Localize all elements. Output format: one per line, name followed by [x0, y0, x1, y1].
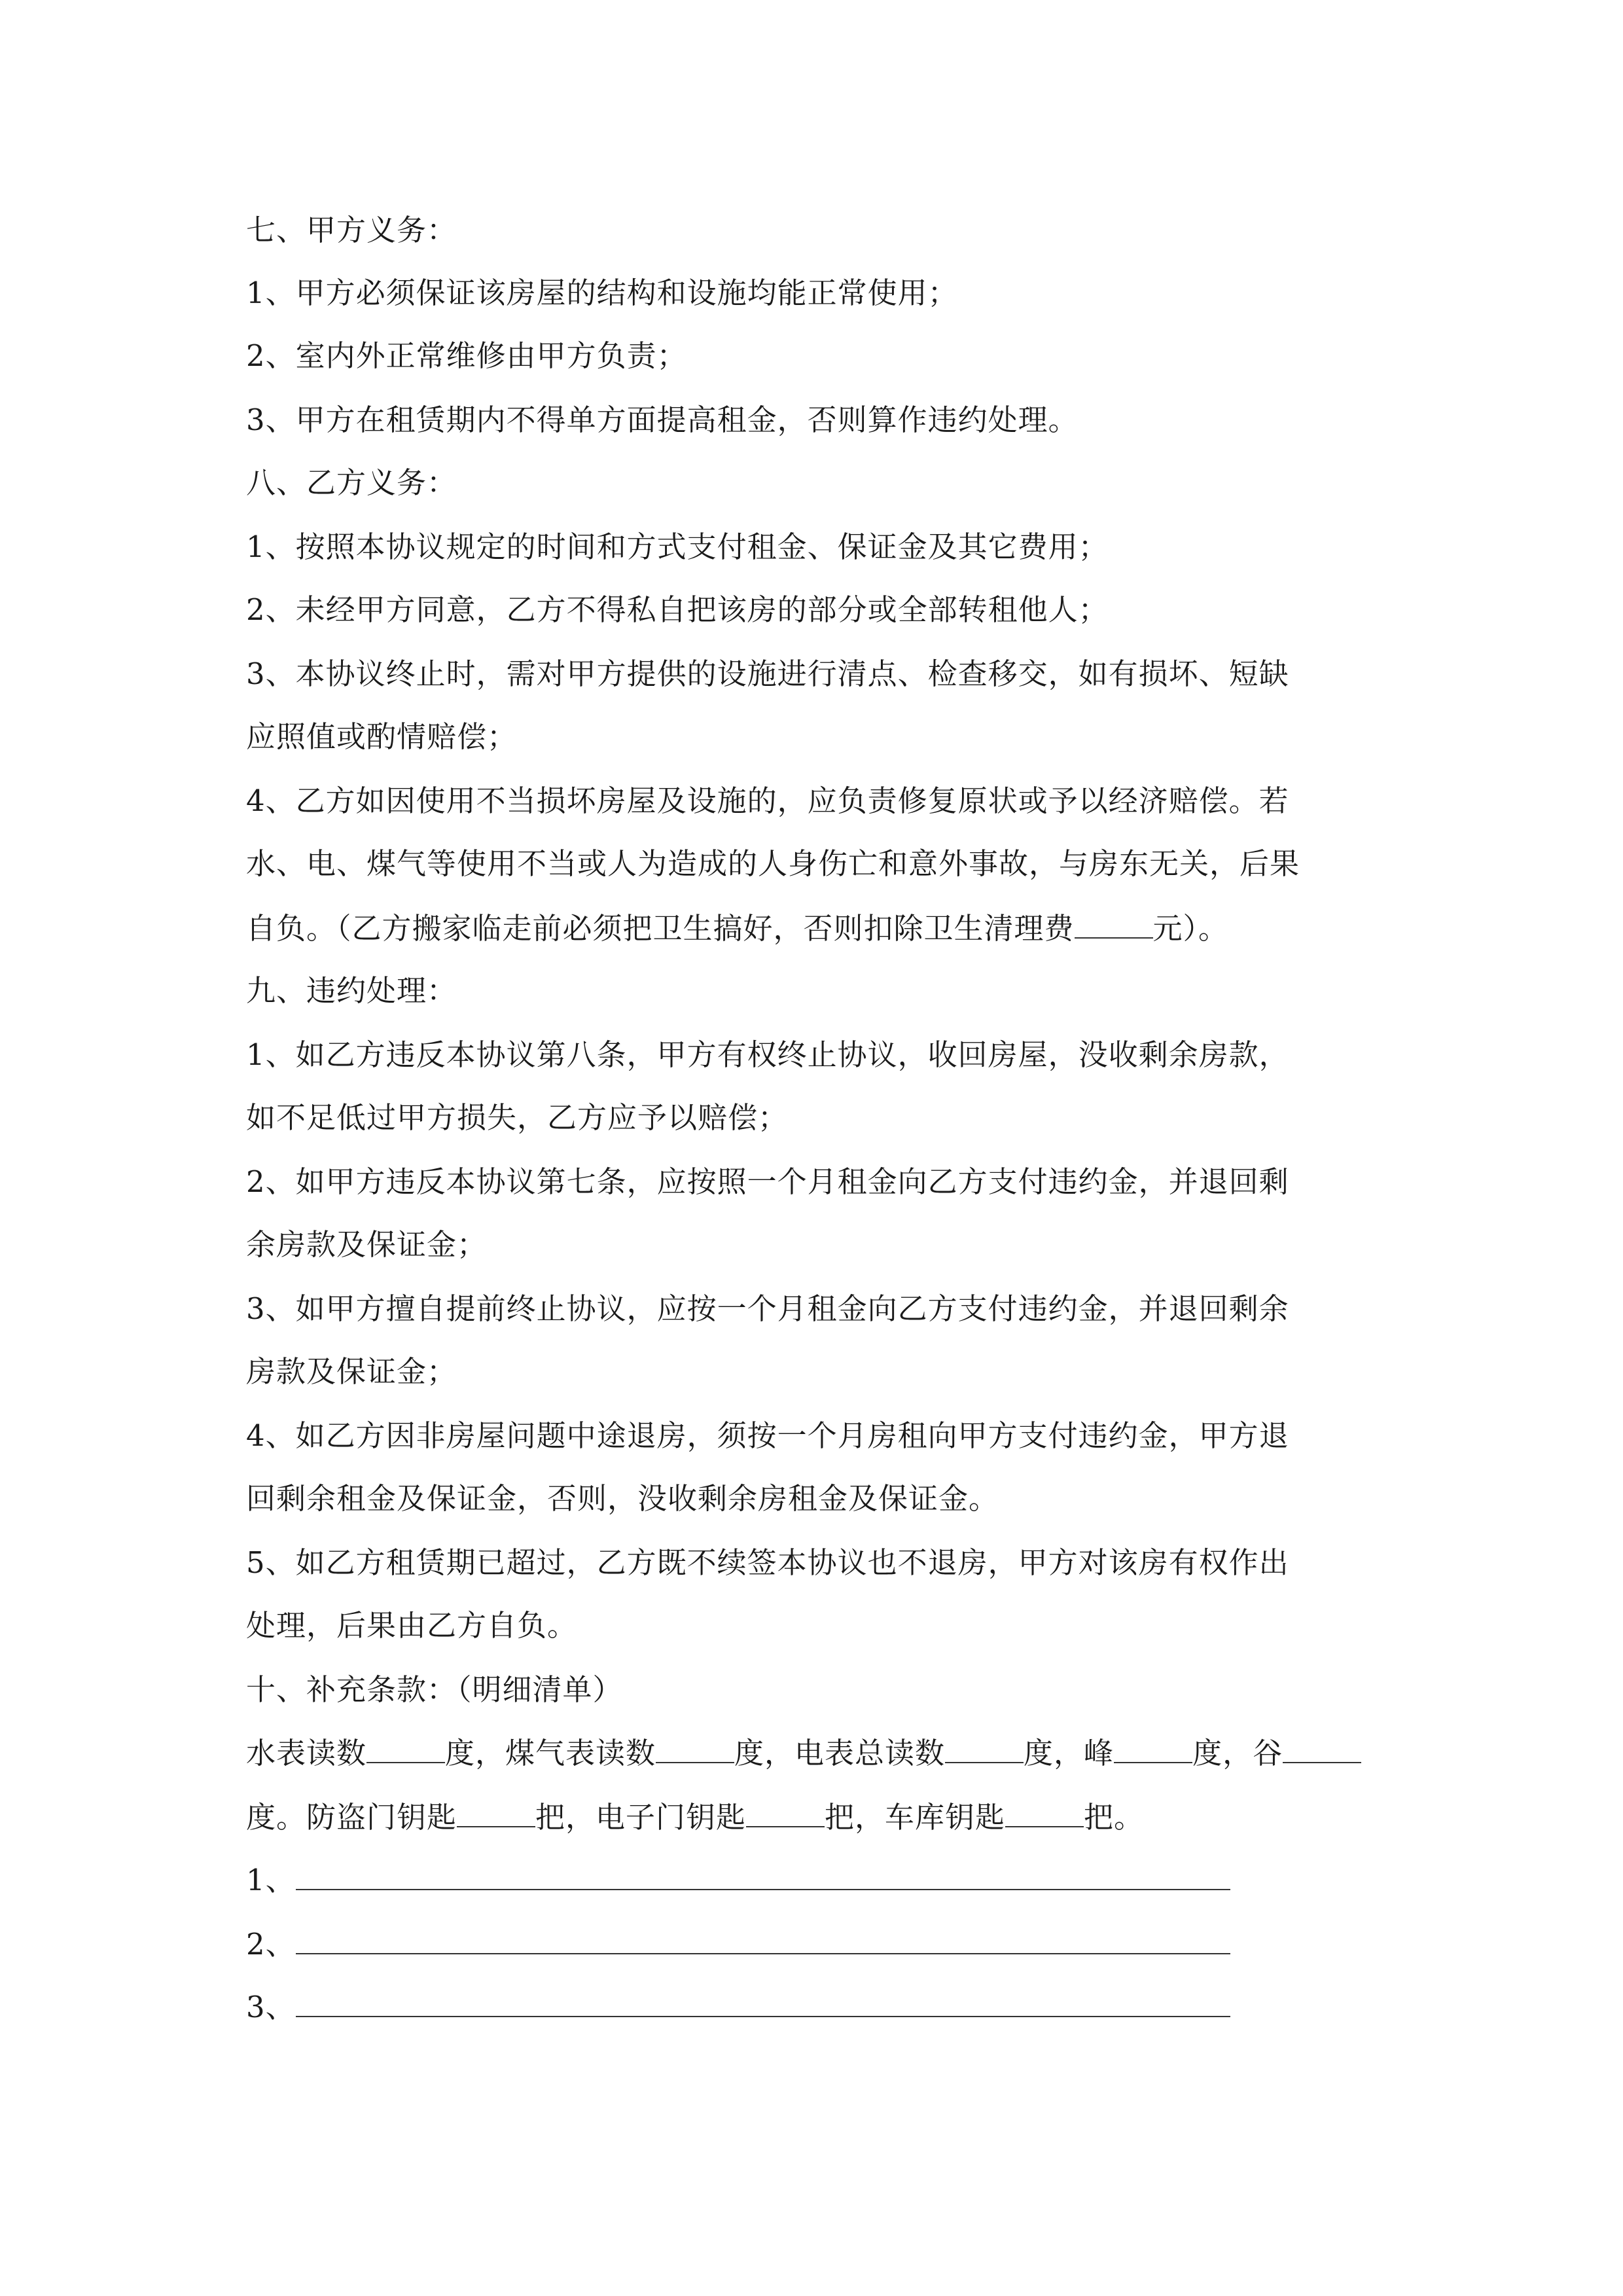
clause-8-3-line2: 应照值或酌情赔偿； — [246, 719, 518, 754]
keys-end: 把。 — [1084, 1800, 1145, 1835]
section-7-heading: 七、甲方义务： — [246, 213, 457, 247]
section-10-heading: 十、补充条款：（明细清单） — [246, 1672, 623, 1707]
clause-8-4-line2: 水、电、煤气等使用不当或人为造成的人身伤亡和意外事故，与房东无关，后果 — [246, 846, 1300, 881]
item-blank — [296, 1924, 1230, 1954]
clause-7-3: 3、甲方在租赁期内不得单方面提高租金，否则算作违约处理。 — [246, 403, 1079, 437]
clause-7-1: 1、甲方必须保证该房屋的结构和设施均能正常使用； — [246, 276, 958, 310]
clause-9-5-line1: 5、如乙方租赁期已超过，乙方既不续签本协议也不退房，甲方对该房有权作出 — [246, 1545, 1289, 1580]
water-meter-blank — [366, 1733, 445, 1763]
item-number: 1、 — [246, 1863, 296, 1897]
gas-meter-blank — [656, 1733, 734, 1763]
clause-8-1: 1、按照本协议规定的时间和方式支付租金、保证金及其它费用； — [246, 529, 1109, 564]
garage-key-blank — [1005, 1797, 1084, 1827]
item-blank — [296, 1860, 1230, 1890]
clause-8-4-line3 — [246, 908, 1228, 948]
supplement-item-1 — [246, 1860, 1230, 1900]
garage-key-label: 把，车库钥匙 — [825, 1800, 1006, 1835]
item-number: 3、 — [246, 1990, 296, 2024]
valley-label: 度，谷 — [1192, 1736, 1283, 1770]
supplement-item-2 — [246, 1924, 1230, 1964]
elec-meter-blank — [945, 1733, 1024, 1763]
peak-label: 度，峰 — [1024, 1736, 1115, 1770]
valley-blank — [1283, 1733, 1361, 1763]
water-meter-label: 水表读数 — [246, 1736, 367, 1770]
item-blank — [296, 1987, 1230, 2017]
cleaning-fee-unit: 元）。 — [1152, 911, 1229, 946]
clause-8-2: 2、未经甲方同意，乙方不得私自把该房的部分或全部转租他人； — [246, 592, 1109, 627]
clause-9-2-line2: 余房款及保证金； — [246, 1227, 488, 1262]
cleaning-fee-blank — [1075, 908, 1153, 939]
meter-readings-line — [246, 1733, 1361, 1773]
clause-7-2: 2、室内外正常维修由甲方负责； — [246, 338, 687, 373]
clause-9-5-line2: 处理，后果由乙方自负。 — [246, 1608, 578, 1643]
clause-9-4-line2: 回剩余租金及保证金，否则，没收剩余房租金及保证金。 — [246, 1481, 999, 1516]
clause-9-1-line2: 如不足低过甲方损失，乙方应予以赔偿； — [246, 1100, 789, 1135]
clause-8-3-line1: 3、本协议终止时，需对甲方提供的设施进行清点、检查移交，如有损坏、短缺 — [246, 656, 1289, 691]
keys-line — [246, 1797, 1144, 1837]
peak-blank — [1114, 1733, 1192, 1763]
section-9-heading: 九、违约处理： — [246, 973, 457, 1008]
security-door-key-blank — [457, 1797, 535, 1827]
clause-9-3-line1: 3、如甲方擅自提前终止协议，应按一个月租金向乙方支付违约金，并退回剩余 — [246, 1291, 1289, 1326]
security-door-key-label: 度。防盗门钥匙 — [246, 1800, 457, 1835]
elec-meter-label: 度，电表总读数 — [734, 1736, 946, 1770]
clause-9-1-line1: 1、如乙方违反本协议第八条，甲方有权终止协议，收回房屋，没收剩余房款， — [246, 1037, 1289, 1072]
gas-meter-label: 度，煤气表读数 — [445, 1736, 656, 1770]
clause-8-4-line1: 4、乙方如因使用不当损坏房屋及设施的，应负责修复原状或予以经济赔偿。若 — [246, 783, 1289, 818]
clause-9-2-line1: 2、如甲方违反本协议第七条，应按照一个月租金向乙方支付违约金，并退回剩 — [246, 1164, 1289, 1199]
cleaning-fee-text: 自负。（乙方搬家临走前必须把卫生搞好，否则扣除卫生清理费 — [246, 911, 1075, 946]
clause-9-4-line1: 4、如乙方因非房屋问题中途退房，须按一个月房租向甲方支付违约金，甲方退 — [246, 1418, 1289, 1453]
e-door-key-label: 把，电子门钥匙 — [535, 1800, 747, 1835]
e-door-key-blank — [746, 1797, 825, 1827]
clause-9-3-line2: 房款及保证金； — [246, 1354, 457, 1389]
supplement-item-3 — [246, 1987, 1230, 2027]
item-number: 2、 — [246, 1927, 296, 1962]
section-8-heading: 八、乙方义务： — [246, 465, 457, 500]
